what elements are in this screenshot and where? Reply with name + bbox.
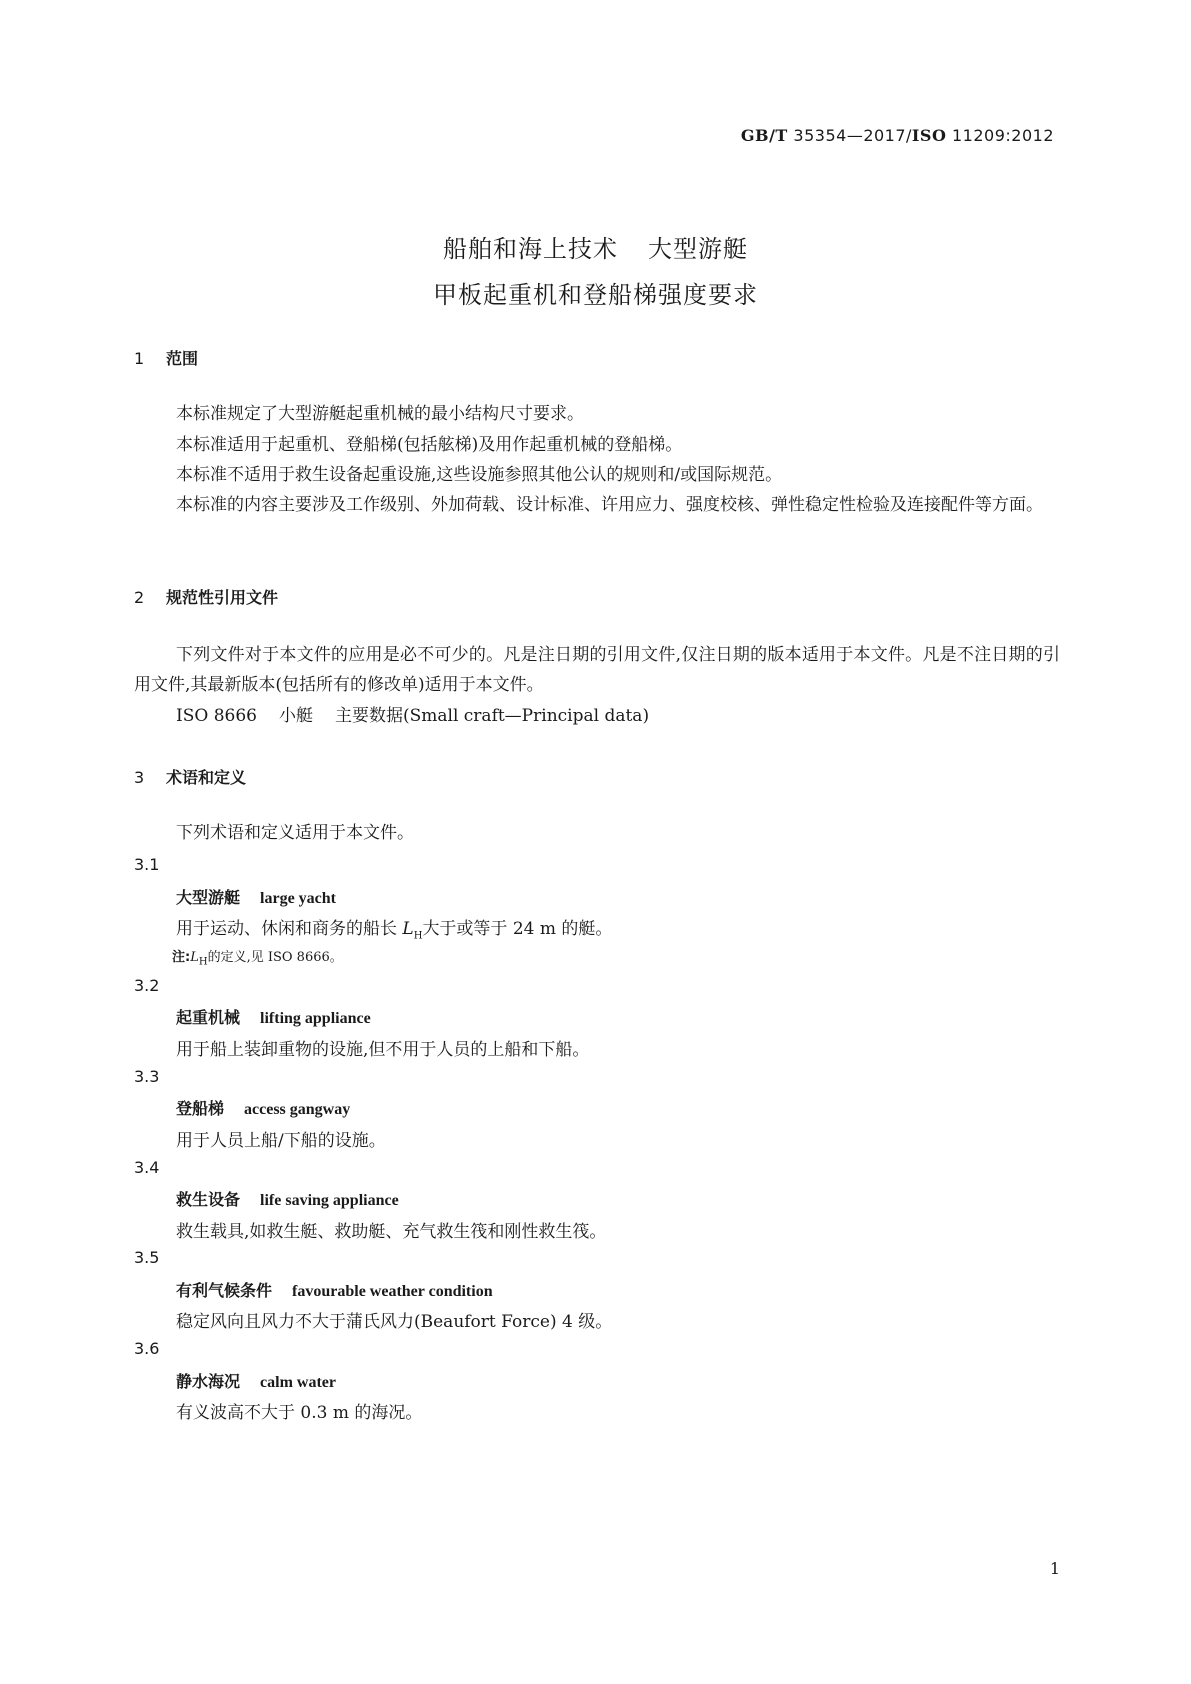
title-part-b: 大型游艇 <box>648 235 748 263</box>
clause-number: 3.4 <box>134 1158 160 1177</box>
section-3-title: 术语和定义 <box>166 768 247 787</box>
section-3-number: 3 <box>134 768 145 787</box>
reference-title: 主要数据(Small craft—Principal data) <box>334 706 650 726</box>
section-1-para-3: 本标准不适用于救生设备起重设施,这些设施参照其他公认的规则和/或国际规范。 <box>176 465 783 485</box>
section-2-para-1: 下列文件对于本文件的应用是必不可少的。凡是注日期的引用文件,仅注日期的版本适用于本文件。凡是不注日期的引用文件,其最新版本(包括所有的修改单)适用于本文件。 <box>134 645 1060 695</box>
code-iso-number: 11209:2012 <box>946 126 1054 145</box>
term-en: calm water <box>260 1374 336 1391</box>
document-title-line1 <box>0 229 1191 264</box>
clause-number: 3.2 <box>134 976 160 995</box>
section-3-intro: 下列术语和定义适用于本文件。 <box>176 823 414 843</box>
standard-code <box>741 126 1054 145</box>
note-subscript: H <box>198 956 208 968</box>
page-number: 1 <box>1049 1559 1060 1578</box>
section-1-number: 1 <box>134 349 145 368</box>
term-zh: 静水海况 <box>176 1372 241 1391</box>
term-definition: 有义波高不大于 0.3 m 的海况。 <box>176 1403 423 1423</box>
term-en: large yacht <box>260 890 336 907</box>
term-entry <box>176 1369 336 1392</box>
term-en: life saving appliance <box>260 1192 399 1209</box>
section-2-heading <box>134 585 278 608</box>
term-en: access gangway <box>244 1101 351 1118</box>
section-1-title: 范围 <box>166 349 199 368</box>
reference-code: ISO 8666 <box>176 706 257 726</box>
clause-number: 3.3 <box>134 1067 160 1086</box>
definition-text: 大于或等于 24 m 的艇。 <box>422 919 613 939</box>
term-en: lifting appliance <box>260 1010 371 1027</box>
note-label: 注: <box>172 950 191 965</box>
length-subscript: H <box>413 930 423 942</box>
code-prefix: GB/T <box>740 126 788 145</box>
term-entry <box>176 1005 371 1028</box>
reference-short-title: 小艇 <box>278 706 313 726</box>
term-entry <box>176 1278 493 1301</box>
section-2-number: 2 <box>134 588 145 607</box>
term-definition: 稳定风向且风力不大于蒲氏风力(Beaufort Force) 4 级。 <box>176 1312 613 1332</box>
section-1-para-1: 本标准规定了大型游艇起重机械的最小结构尺寸要求。 <box>176 404 584 424</box>
term-definition: 用于船上装卸重物的设施,但不用于人员的上船和下船。 <box>176 1040 590 1060</box>
term-definition <box>176 914 612 941</box>
term-note <box>172 946 343 968</box>
note-text: 的定义,见 ISO 8666。 <box>207 950 343 965</box>
term-zh: 大型游艇 <box>176 888 241 907</box>
clause-number: 3.6 <box>134 1339 160 1358</box>
section-2-title: 规范性引用文件 <box>166 588 279 607</box>
term-entry <box>176 1096 350 1119</box>
term-definition: 用于人员上船/下船的设施。 <box>176 1131 386 1151</box>
term-entry <box>176 1187 399 1210</box>
section-3-heading <box>134 765 246 788</box>
length-variable: L <box>402 919 414 939</box>
note-variable: L <box>190 950 199 965</box>
section-1-para-2: 本标准适用于起重机、登船梯(包括舷梯)及用作起重机械的登船梯。 <box>176 435 683 455</box>
code-number: 35354—2017/ <box>787 126 912 145</box>
clause-number: 3.5 <box>134 1248 160 1267</box>
normative-reference <box>176 701 649 731</box>
term-zh: 有利气候条件 <box>176 1281 273 1300</box>
term-zh: 起重机械 <box>176 1008 241 1027</box>
term-zh: 救生设备 <box>176 1190 241 1209</box>
section-1-para-4: 本标准的内容主要涉及工作级别、外加荷载、设计标准、许用应力、强度校核、弹性稳定性检验及连接配件等方面。 <box>176 495 1043 515</box>
document-title-line2: 甲板起重机和登船梯强度要求 <box>433 281 758 309</box>
clause-number: 3.1 <box>134 855 160 874</box>
title-part-a: 船舶和海上技术 <box>443 235 618 263</box>
section-1-heading <box>134 346 198 369</box>
code-iso: ISO <box>911 126 947 145</box>
definition-text: 用于运动、休闲和商务的船长 <box>176 919 403 939</box>
term-entry <box>176 885 336 908</box>
term-en: favourable weather condition <box>292 1283 493 1300</box>
term-zh: 登船梯 <box>176 1099 225 1118</box>
term-definition: 救生载具,如救生艇、救助艇、充气救生筏和刚性救生筏。 <box>176 1222 607 1242</box>
